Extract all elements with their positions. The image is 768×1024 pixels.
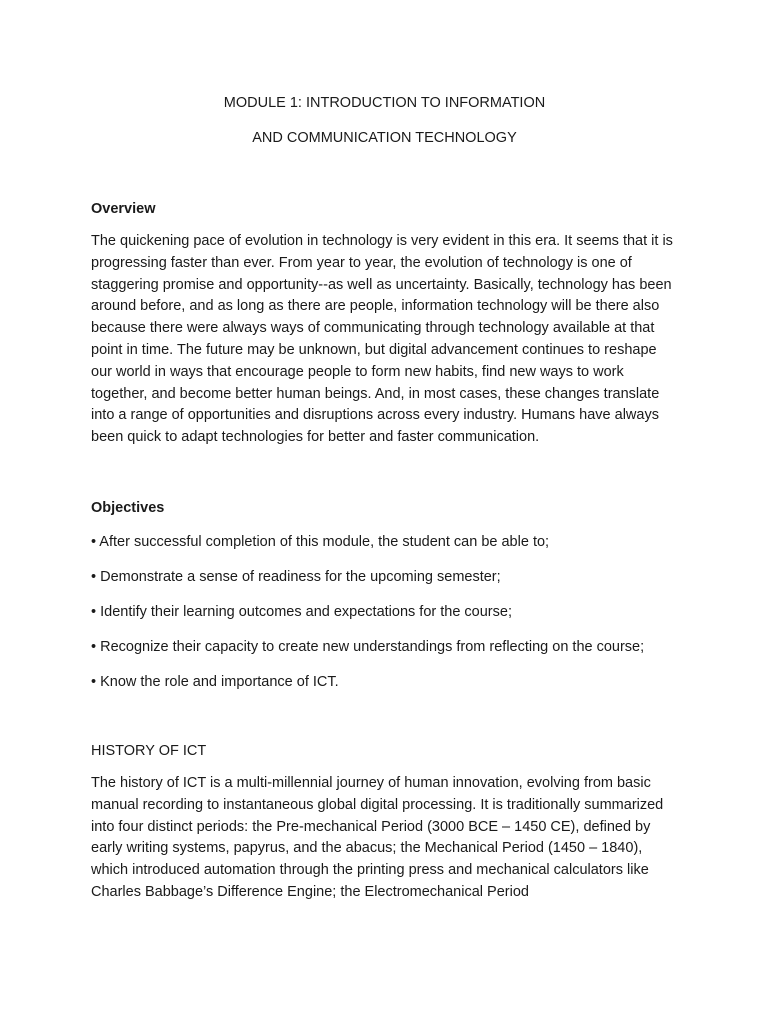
objectives-list (91, 533, 678, 691)
document-title-line-2: AND COMMUNICATION TECHNOLOGY (252, 130, 517, 146)
objective-item: • After successful completion of this module, the student can be able to; (91, 533, 550, 550)
objective-item: • Recognize their capacity to create new understandings from reflecting on the course; (91, 638, 645, 655)
history-heading: HISTORY OF ICT (91, 742, 207, 759)
overview-paragraph: The quickening pace of evolution in technology is very evident in this era. It seems that it is progressing faster than ever. From year to year, the evolution of technology is one of staggering promise and opportunity--as well as uncertainty. Basically, technology has been around before, and as long as there are people, information technology will be there also because there were always ways of communicating through technology available at that point in time. The future may be unknown, but digital advancement continues to reshape our world in ways that encourage people to form new habits, find new ways to work together, and become better human beings. And, in most cases, these changes translate into a range of opportunities and disruptions across every industry. Humans have always been quick to adapt technologies for better and faster communication. (91, 233, 673, 446)
overview-heading: Overview (91, 201, 156, 217)
objective-item: • Know the role and importance of ICT. (91, 673, 339, 690)
objectives-heading: Objectives (91, 499, 165, 516)
history-paragraph: The history of ICT is a multi-millennial journey of human innovation, evolving from basic manual recording to instantaneous global digital processing. It is traditionally summarized into four distinct periods: the Pre-mechanical Period (3000 BCE – 1450 CE), defined by early writing systems, papyrus, and the abacus; the Mechanical Period (1450 – 1840), which introduced automation through the printing press and mechanical calculators like Charles Babbage’s Difference Engine; the Electromechanical Period (91, 774, 664, 900)
objective-item: • Demonstrate a sense of readiness for the upcoming semester; (91, 568, 501, 585)
document-title-line-1: MODULE 1: INTRODUCTION TO INFORMATION (223, 95, 546, 111)
objective-item: • Identify their learning outcomes and expectations for the course; (91, 603, 512, 620)
